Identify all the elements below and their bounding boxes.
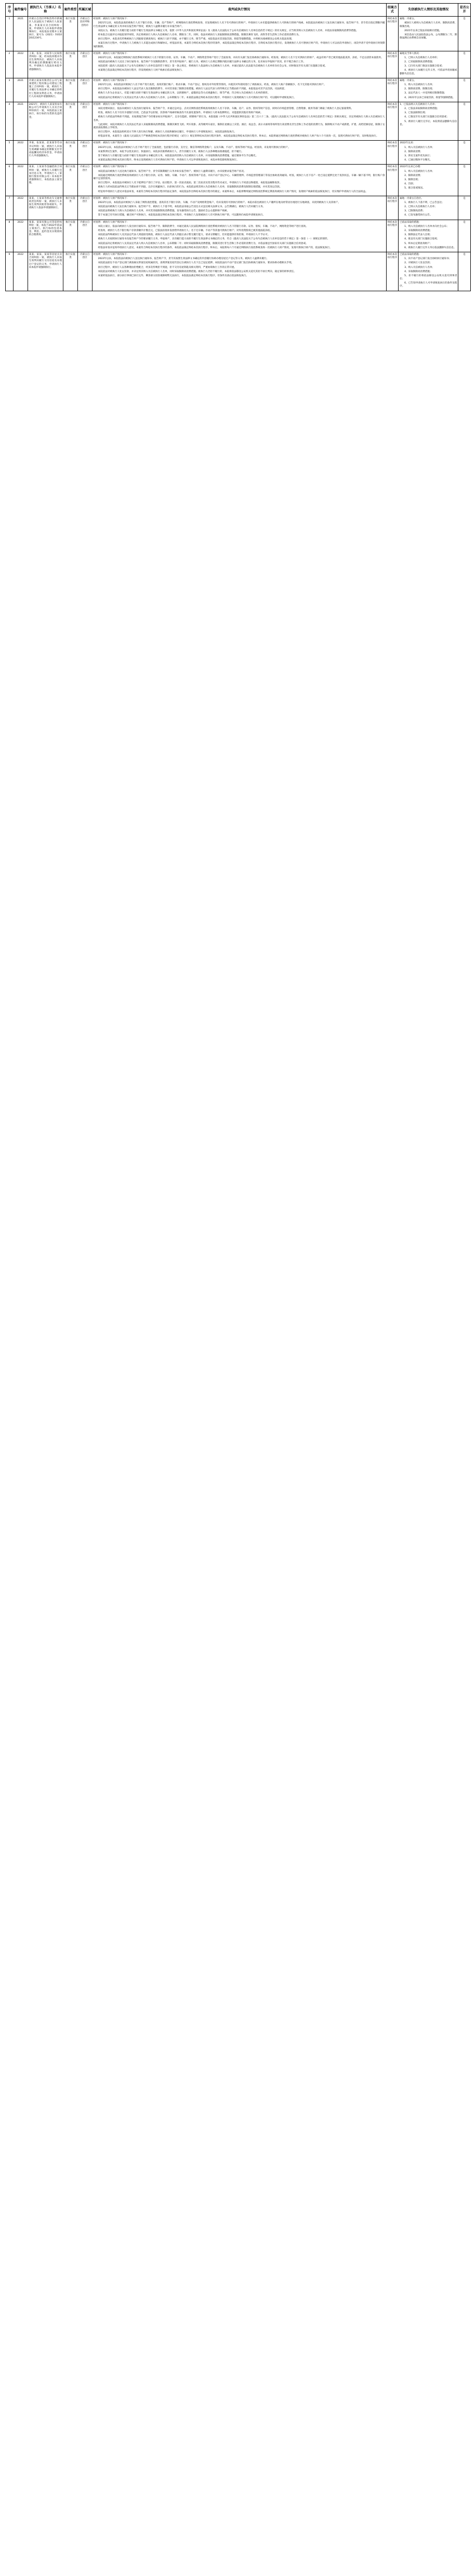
table-row	[6, 141, 471, 165]
cell-case-no: 2021	[13, 78, 28, 102]
col-header-region: 所属区域	[77, 4, 92, 17]
cell-seq: 6	[6, 165, 14, 196]
cell-case-type: 执行实施类	[63, 252, 78, 291]
cell-result: 终结本次执行程序	[386, 17, 398, 51]
cell-result: 终结本次执行程序	[386, 141, 398, 165]
cell-note: 1、已依法纳入失信被执行人名单； 2、已依法采取限制高消费措施； 3、已依法限制出境； 4、已推送至有关部门实施联合信用惩戒； 5、被执行人履行完毕后，本院将依法删除失信信息。	[399, 102, 458, 141]
cell-case-no: 2022	[13, 252, 28, 291]
cell-region: 内蒙古自治区	[77, 252, 92, 291]
cell-case-no: 2021	[13, 102, 28, 141]
table-row	[6, 51, 471, 78]
cell-party-name: 李某、张某某、赵某某等劳动争议纠纷一案，被执行人未按生效调解书确定的期限支付劳动报酬及经济补偿金，申请执行人申请强制执行。	[28, 141, 63, 165]
cell-region: 内蒙古自治区	[77, 141, 92, 165]
cell-result: 终结本次执行程序	[386, 51, 398, 78]
cell-note: 已依法采取的措施： 1、纳入失信被执行人名单并向社会公布； 2、采取限制高消费措施； 3、限制法定代表人出境； 4、推送有关部门实施联合惩戒； 5、终本后定期查询财产； 6、被执行人履行完毕义务后依法删除失信信息。	[399, 220, 458, 252]
cell-result: 终结本次执行程序	[386, 252, 398, 291]
cell-published: 是	[458, 78, 471, 102]
cell-region: 内蒙古自治区	[77, 165, 92, 196]
table-row	[6, 196, 471, 220]
cell-case-type: 执行实施类	[63, 220, 78, 252]
cell-region: 内蒙古自治区	[77, 78, 92, 102]
cell-published: 是	[458, 141, 471, 165]
cell-seq: 9	[6, 252, 14, 291]
cell-party-name: 某某、某某、某某等房屋买卖合同纠纷一案，被执行人未按生效判决履行交付房屋及办理过户登记的义务，申请执行人向本院申请强制执行。	[28, 252, 63, 291]
table-row	[6, 102, 471, 141]
cell-case-type: 执行实施类	[63, 78, 78, 102]
cell-result: 终结本次执行程序	[386, 196, 398, 220]
cell-note: 属地：内蒙古。 1、纳入失信被执行人名单； 2、限制高消费、限制出境； 3、法定代表人一并受到相应限制措施； 4、2021年以来已采取罚款、拘留等强制措施。	[399, 78, 458, 102]
table-body	[6, 17, 471, 291]
cell-note: 已依法采取的措施： 1、向不动产登记部门发出协助执行通知书； 2、对被执行人处以罚款； 3、纳入失信被执行人名单； 4、采取限制高消费措施； 5、拒不履行的将依法移送公安机关追究刑事责任； 6、已告知申请执行人可申请恢复执行的条件及程序。	[399, 252, 458, 291]
cell-case-no: 2022	[13, 165, 28, 196]
cell-detail: 经查明：被执行人财产情况如下： 本院依法向被执行人送达执行通知书、报告财产令，责令其限期履行义务并如实报告财产。被执行人逾期未履行，亦未按要求报告财产状况。 本院通过网络执行查控系统查询被执行人名下银行存款、证券、保险、车辆、不动产、股权等财产信息，并向不动产登记中心、车辆管理所、市场监督管理部门等发出协助查询通知。经查，被执行人名下房产一处已设定抵押且处于查封状态，车辆一辆下落不明，银行账户余额不足清偿债务。 执行过程中，本院依法对被执行人名下抵押房产进行了评估、拍卖程序，第一次拍卖流拍，第二次拍卖及变卖程序仍未成交，申请执行人不同意以物抵债，本院依法解除查封。 被执行人经本院依法传唤无正当理由拒不到庭，且存在规避执行、抗拒执行的行为。本院依法将其纳入失信被执行人名单，采取限制高消费及限制出境措施，并对其处以罚款。 经征询申请执行人意见并依法审查，本案符合终结本次执行程序的法定条件，本院依法作出终结本次执行程序的裁定。本案终本后，本院将继续通过网络查控系统定期查询被执行人财产情况，发现财产线索的依法恢复执行，切实维护申请执行人的合法权益。	[92, 165, 386, 196]
cell-case-no: 2022	[13, 141, 28, 165]
cell-seq: 8	[6, 220, 14, 252]
cell-note: 属地：内蒙古自治区。 1、被执行人下落不明，已公告送达； 2、已纳入失信被执行人名单； 3、已限制高消费； 4、已发布悬赏执行公告。	[399, 196, 458, 220]
cell-result: 终结本次执行程序	[386, 102, 398, 141]
cell-party-name: 某某、王某某等机动车交通事故责任纠纷一案，被执行人未按生效判决赔偿各项损失，申请执行人依法申请强制执行。	[28, 196, 63, 220]
cell-published: 是	[458, 165, 471, 196]
col-header-seq: 序号	[6, 4, 14, 17]
cell-published: 是	[458, 51, 471, 78]
col-header-result: 结案方式	[386, 4, 398, 17]
cell-case-no: 2021	[13, 17, 28, 51]
cell-case-no: 2022	[13, 220, 28, 252]
cell-seq: 1	[6, 17, 14, 51]
cell-detail: 经查明：被执行人财产情况如下： 2022年以来，本院依法对被执行人名下财产进行了全面查控，包括银行存款、支付宝、微信等网络资金账户，以及车辆、不动产、股权等财产权益。经查询，未发现可供执行的财产。 本案系涉民生案件，本院予以优先执行、快速执行。本院多次联系被执行人，责令其履行义务，被执行人以各种理由推诿拖延，拒不履行。 鉴于被执行人有履行能力而拒不履行生效法律文书确定的义务，本院依法将其纳入失信被执行人名单，并采取限制高消费措施，通过媒体平台予以曝光。 本案依法裁定终结本次执行程序。终本后发现被执行人有可供执行财产的，申请执行人可以申请恢复执行，本院亦将依职权恢复执行。	[92, 141, 386, 165]
cell-region: 内蒙古自治区	[77, 51, 92, 78]
case-table	[5, 3, 471, 291]
cell-detail: 经查明：被执行人财产情况如下： 2022年以来，本院依法对被执行人采取了网络查控措施，查询其名下银行存款、车辆、不动产及网络资金账户，均未发现有可供执行的财产。本院亦前往被执行人户籍所在地及经常居住地进行实地调查，未找到被执行人及其财产。 本院依法向被执行人发出执行通知书、报告财产令，被执行人下落不明，本院依法采取公告送达方式送达相关法律文书。公告期满后，被执行人仍未履行义务。 本院依法将被执行人纳入失信被执行人名单，并对其采取限制高消费措施，发布悬赏执行公告，鼓励社会公众提供财产线索。 鉴于本案已穷尽执行措施，确无财产可供执行，本院依法裁定终结本次执行程序。申请执行人发现被执行人有可供执行财产的，可以随时向本院申请恢复执行。	[92, 196, 386, 220]
cell-published: 是	[458, 196, 471, 220]
col-header-detail: 裁判或执行情况	[92, 4, 386, 17]
cell-note: 属地：内蒙古。 被执行人被纳入失信被执行人名单，限制高消费，限制出境。 2021年以来已依法采取相应措施。 该信息由人民法院依法公布，公布期限为二年，期限届满后由系统自动屏蔽。	[399, 17, 458, 51]
cell-published: 是	[458, 17, 471, 51]
cell-published: 是	[458, 252, 471, 291]
table-row	[6, 220, 471, 252]
col-header-published: 是否公开	[458, 4, 471, 17]
cell-party-name: 内蒙古自治区呼和浩特市新城区人民法院关于被执行人张某某、李某某买卖合同纠纷一案，申请执行人向本院申请强制执行，本院依法受理并立案执行，案号为（2021）内0102执1234号。	[28, 17, 63, 51]
cell-seq: 5	[6, 141, 14, 165]
cell-party-name: 2021年，被执行人某某贸易有限公司与申请执行人买卖合同纠纷执行一案，本院依法立案执行，执行标的为货款及违约金。	[28, 102, 63, 141]
col-header-type: 案件类型	[63, 4, 78, 17]
col-header-party: 被执行人（当事人）名称	[28, 4, 63, 17]
cell-note: 2022年以来已办理： 1、纳入失信被执行人名单； 2、限制高消费； 3、限制出境； 4、罚款； 5、联合惩戒推送。	[399, 165, 458, 196]
cell-region: 内蒙古自治区	[77, 102, 92, 141]
cell-seq: 7	[6, 196, 14, 220]
cell-case-type: 执行实施类	[63, 51, 78, 78]
table-row	[6, 17, 471, 51]
cell-seq: 3	[6, 78, 14, 102]
cell-case-type: 执行实施类	[63, 196, 78, 220]
cell-party-name: 张某、某某有限公司等追偿权纠纷一案，本院于2022年依法立案执行。执行标的包括本金、利息、违约金及实现债权的合理费用。	[28, 220, 63, 252]
cell-case-type: 执行实施类	[63, 141, 78, 165]
col-header-case-no: 案件编号	[13, 4, 28, 17]
col-header-note: 失信被执行人情形及其他情况	[399, 4, 458, 17]
table-row	[6, 165, 471, 196]
cell-detail: 经查明：被执行人财产情况如下： 2022年以来，本院依法向被执行人送达执行通知书、报告财产令，责令其按照生效法律文书确定的内容履行协助办理房屋过户登记等义务。被执行人逾期未履行。 本院依法前往不动产登记部门调查核实涉案房屋权属状况，查明涉案房屋仍登记在被执行人名下且已设定抵押。本院依法向不动产登记部门发出协助执行通知书，要求协助办理相关手续。 执行过程中，被执行人以各种理由拒绝配合，经多次传唤拒不到庭，拒不交付房屋钥匙及相关资料，严重妨碍执行工作的正常开展。 本院依法对被执行人处以罚款，并决定将其纳入失信被执行人名单，同时采取限制高消费措施。被执行人仍拒不履行的，本院将依法移送公安机关追究其拒不执行判决、裁定罪的刑事责任。 本案经依法执行，部分执行事项已执行完毕，剩余部分因客观障碍暂无法执行，本院依法裁定终结本次执行程序，待条件具备后依法恢复执行。	[92, 252, 386, 291]
cell-note: 属地及当事人情况： 1、已纳入失信被执行人名单库； 2、已采取限制高消费措施； 3、已向有关部门推送实施联合惩戒； 4、被执行人如履行完毕义务，可依法申请屏蔽或删除失信信息。	[399, 51, 458, 78]
cell-region: 内蒙古自治区呼和浩特市	[77, 17, 92, 51]
cell-party-name: 某某、王某某等金融借款合同纠纷一案，被执行人未履行还本付息义务，申请执行人（某银行股份有限公司）向本院申请强制执行，本院依法立案受理。	[28, 165, 63, 196]
cell-region: 内蒙古自治区	[77, 196, 92, 220]
cell-seq: 4	[6, 102, 14, 141]
cell-detail: 经查明：被执行人财产情况如下： 2021年以来，本院依法查控被执行人名下银行存款、车辆、房产等财产，经网络执行查控系统查询，未发现被执行人名下有可供执行的财产。申请执行人亦未能提供被执行人可供执行的财产线索。本院依法向被执行人发出执行通知书、报告财产令，责令其在指定期限内履行生效法律文书确定的义务并如实报告财产情况，被执行人逾期未履行亦未报告财产。 本院认为，被执行人有履行能力而拒不履行生效法律文书确定义务，依照《中华人民共和国民事诉讼法》及《最高人民法院关于公布失信被执行人名单信息的若干规定》的有关规定，应当将其纳入失信被执行人名单，并依法采取限制高消费等措施。 经本院合议庭评议并报院领导审批，决定将被执行人纳入失信被执行人名单，期限为二年。同时，依法对被执行人采取限制高消费措施，限制其乘坐飞机、高铁等非生活和工作必需的消费行为。 执行过程中，本院多次传唤被执行人到庭接受调查询问，被执行人拒不到庭，亦不履行义务，情节严重。本院依法对其采取罚款、拘留等强制措施，并将相关线索移送公安机关依法处理。 本案在执行过程中，申请执行人与被执行人未能达成执行和解协议。经依法审查，本案符合终结本次执行程序的条件，本院依法裁定终结本次执行程序。在终结本次执行程序后，发现被执行人有可供执行财产的，申请执行人可以再次申请执行，再次申请不受申请执行时效期间的限制。	[92, 17, 386, 51]
cell-case-type: 执行实施类	[63, 165, 78, 196]
cell-case-no: 2022	[13, 196, 28, 220]
cell-region: 内蒙古自治区	[77, 220, 92, 252]
table-row	[6, 78, 471, 102]
cell-party-name: 内蒙古某某有限责任公司与某某建筑工程有限公司建设工程施工合同纠纷一案，被执行人未履行生效法律文书确定的给付工程款及利息义务，申请执行人向本院申请强制执行。	[28, 78, 63, 102]
table-header-row	[6, 4, 471, 17]
cell-result: 终结本次执行程序	[386, 165, 398, 196]
cell-published: 是	[458, 220, 471, 252]
cell-detail: 经查明：被执行人财产情况如下： 本院立案后，依法向被执行人发出执行通知书、报告财产令、限制消费令，并通过最高人民法院网络执行查控系统对被执行人名下的银行存款、证券、股权、车辆、不动产、网络资金等财产进行查询。 经查询，被执行人名下银行账户存款余额共计数百元，已依法扣划并发放给申请执行人；名下无车辆、不动产等其他可供执行财产；对外投资股权已被其他法院冻结。 本院依法传唤被执行人及其法定代表人到庭接受调查，被执行人法定代表人到庭后表示暂无履行能力，请求分期履行，但未能提供有效担保，申请执行人不予认可。 被执行人未按照执行通知书及报告财产令的要求履行义务、申报财产，具有履行能力而拒不履行生效法律文书确定的义务，符合《最高人民法院关于公布失信被执行人名单信息的若干规定》第一条第（一）项规定的情形。 本院依法决定将被执行人及其法定代表人纳入失信被执行人名单，公布期限二年；同时采取限制高消费措施，限制其进行非生活和工作必需的消费行为，并依法推送至国家有关部门实施联合信用惩戒。 经依法审查并征询申请执行人意见，本案符合终结本次执行程序的条件，本院依法裁定终结本次执行程序。终本后，本院将每六个月通过网络执行查控系统查询一次被执行人财产情况，发现可供执行财产的，依法恢复执行。	[92, 220, 386, 252]
cell-detail: 经查明：被执行人财产情况如下： 本院受理该案后，依法向被执行人发出执行通知书、报告财产令，并通过总对总、点对点网络查控系统查询被执行人名下存款、车辆、房产、证券、股权等财产信息，同时向市场监督管理、自然资源、税务等部门调取了被执行人登记备案资料。 经查，被执行人名下仅有少量银行存款，已依法予以扣划，其余财产线索经核查均不具备处置条件。申请执行人经本院释明后，未能提供其他有效财产线索。 被执行人经依法传唤拒不到庭，未按照报告财产令的要求如实申报财产，且存在隐匿、转移财产的行为。本院依据《中华人民共和国民事诉讼法》第二百六十二条、《最高人民法院关于公布失信被执行人名单信息的若干规定》的相关规定，决定将被执行人纳入失信被执行人名单。 与此同时，本院对被执行人及其法定代表人采取限制高消费措施，限制其乘坐飞机、列车软卧、高等级列车座位，限制在星级以上宾馆、酒店、夜总会、高尔夫球场等场所进行高消费及非生活和工作必需的消费行为，限制购买不动产或新建、扩建、高档装修房屋，限制子女就读高收费私立学校等。 执行过程中，本院依法组织双方当事人进行执行和解，被执行人未按和解协议履行，申请执行人申请恢复执行，本院依法恢复执行。 经依法审查，本案符合《最高人民法院关于严格规范终结本次执行程序的规定（试行）》规定的终结本次执行程序条件，本院依法裁定终结本次执行程序。终本后，本院将通过网络执行查控系统对被执行人财产每六个月查询一次，发现可供执行财产的，及时恢复执行。	[92, 102, 386, 141]
cell-seq: 2	[6, 51, 14, 78]
cell-case-no: 2022	[13, 51, 28, 78]
cell-case-type: 执行实施类	[63, 102, 78, 141]
cell-detail: 经查明：被执行人财产情况如下： 2021年以来，本院依法对被执行人名下财产进行查控，查询其银行账户、机动车辆、不动产登记、股权及对外投资等情况，并就其对外债权进行了调查核实。经查，被执行人账户余额极少，名下无其他可供执行财产。 执行过程中，本院依法向被执行人法定代表人发出限制消费令，并对其采取了限制出境措施。被执行人法定代表人经传唤无正当理由拒不到庭，本院依法对其予以罚款、司法拘留。 被执行人作为企业法人，有能力履行而拒不履行生效法律文书确定的义务，以转移财产、虚假诉讼等方式规避执行，情节严重，符合纳入失信被执行人名单的情形。 本院依法决定将被执行人及其法定代表人纳入失信被执行人名单，公布期限为二年。本案依法裁定终结本次执行程序，申请执行人发现被执行人有可供执行财产的，可以随时申请恢复执行。	[92, 78, 386, 102]
table-row	[6, 252, 471, 291]
cell-result: 终结本次执行程序	[386, 220, 398, 252]
cell-case-type: 执行实施类	[63, 17, 78, 51]
cell-party-name: 王某、张某、刘某等人民间借贷纠纷一案，经本院审理并作出生效判决后，被执行人未按判决确定的期限履行给付义务，申请执行人依法向本院申请强制执行。	[28, 51, 63, 78]
cell-note: 2022年以来： 1、纳入失信被执行人名单； 2、限制高消费； 3、涉民生案件优先执行； 4、已通过媒体平台曝光。	[399, 141, 458, 165]
cell-result: 终结本次执行程序	[386, 78, 398, 102]
cell-detail: 经查明：被执行人财产情况如下： 2022年以来，本院通过网络执行查控系统对被执行人名下的银行存款、证券、车辆、不动产、网络资金等财产进行了全面查询，并向有关部门发出协助执行通知书。经查询，被执行人名下无可供执行的财产，或虽有财产但已被其他法院查封、冻结，不足以清偿本案债务。 本院依法向被执行人送达了执行通知书、报告财产令及限制消费令，责令其申报财产、履行义务。被执行人在规定期限内既未履行法律文书确定的义务，也未如实申报财产状况，拒不配合执行工作。 本院依照《最高人民法院关于公布失信被执行人名单信息的若干规定》第一条之规定，将被执行人依法纳入失信被执行人名单，并通过最高人民法院失信被执行人名单库向社会公布，同时推送至有关部门实施联合惩戒。 本案现已依法裁定终结本次执行程序，待发现被执行人财产线索后依法恢复执行。	[92, 51, 386, 78]
cell-published: 是	[458, 102, 471, 141]
